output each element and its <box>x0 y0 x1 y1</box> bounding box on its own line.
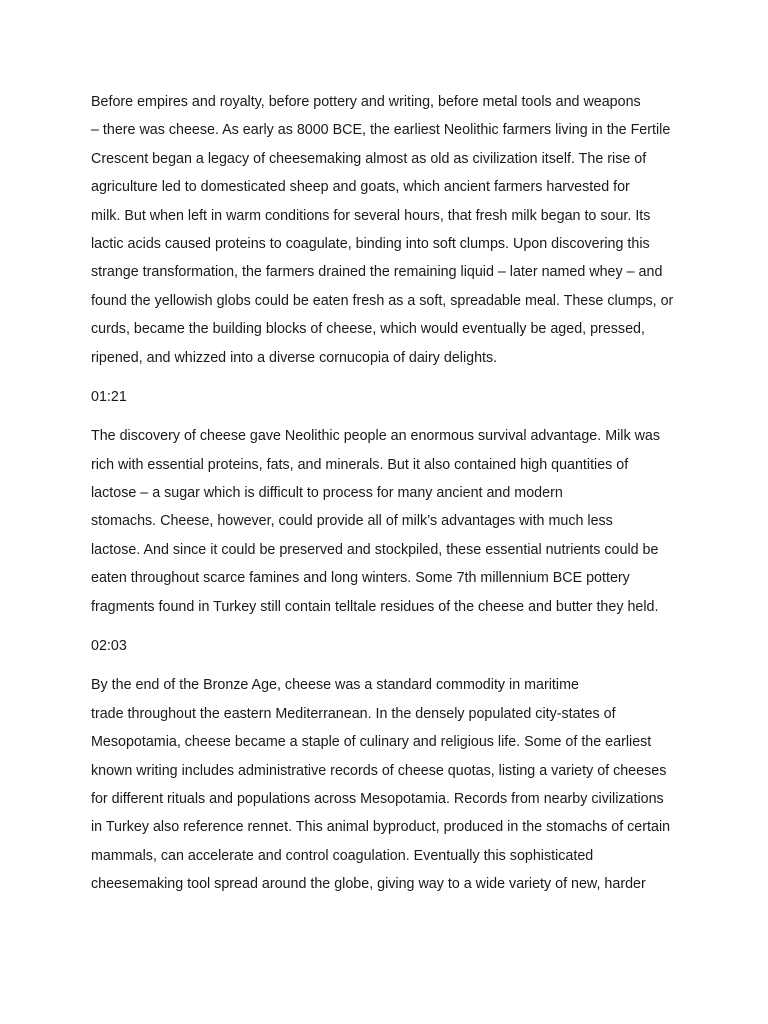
paragraph-line: milk. But when left in warm conditions for several hours, that fresh milk began to sour. Its <box>91 207 651 224</box>
paragraph-line: ripened, and whizzed into a diverse cornucopia of dairy delights. <box>91 349 498 366</box>
paragraph-line: eaten throughout scarce famines and long winters. Some 7th millennium BCE pottery <box>91 570 630 587</box>
timestamp: 01:21 <box>91 388 127 405</box>
paragraph-line: lactic acids caused proteins to coagulate, binding into soft clumps. Upon discovering this <box>91 235 650 252</box>
paragraph-line: Before empires and royalty, before pottery and writing, before metal tools and weapons <box>91 94 641 110</box>
paragraph-1 <box>91 88 681 372</box>
paragraph-line: rich with essential proteins, fats, and minerals. But it also contained high quantities of <box>91 456 629 473</box>
paragraph-line: fragments found in Turkey still contain telltale residues of the cheese and butter they held. <box>91 598 659 615</box>
paragraph-line: By the end of the Bronze Age, cheese was a standard commodity in maritime <box>91 677 579 694</box>
paragraph-line: stomachs. Cheese, however, could provide all of milk’s advantages with much less <box>91 513 613 530</box>
paragraph-line: The discovery of cheese gave Neolithic people an enormous survival advantage. Milk was <box>91 428 660 445</box>
paragraph-line: known writing includes administrative records of cheese quotas, listing a variety of cheeses <box>91 762 667 779</box>
paragraph-line: strange transformation, the farmers drained the remaining liquid – later named whey – and <box>91 264 663 281</box>
paragraph-line: agriculture led to domesticated sheep and goats, which ancient farmers harvested for <box>91 179 630 196</box>
paragraph-line: in Turkey also reference rennet. This animal byproduct, produced in the stomachs of certain <box>91 819 671 836</box>
paragraph-line: for different rituals and populations across Mesopotamia. Records from nearby civilizations <box>91 790 664 807</box>
timestamp: 02:03 <box>91 638 127 655</box>
paragraph-line: Crescent began a legacy of cheesemaking almost as old as civilization itself. The rise of <box>91 150 647 167</box>
paragraph-line: mammals, can accelerate and control coagulation. Eventually this sophisticated <box>91 847 594 864</box>
document-body <box>91 88 681 899</box>
paragraph-3 <box>91 671 681 898</box>
paragraph-line: lactose. And since it could be preserved and stockpiled, these essential nutrients could be <box>91 541 659 558</box>
paragraph-line: – there was cheese. As early as 8000 BCE, the earliest Neolithic farmers living in the Fertile <box>91 122 671 139</box>
paragraph-line: Mesopotamia, cheese became a staple of culinary and religious life. Some of the earliest <box>91 734 652 751</box>
paragraph-2 <box>91 422 681 621</box>
paragraph-line: trade throughout the eastern Mediterranean. In the densely populated city-states of <box>91 705 616 722</box>
paragraph-line: curds, became the building blocks of cheese, which would eventually be aged, pressed, <box>91 321 645 338</box>
paragraph-line: cheesemaking tool spread around the globe, giving way to a wide variety of new, harder <box>91 876 646 893</box>
paragraph-line: found the yellowish globs could be eaten fresh as a soft, spreadable meal. These clumps, or <box>91 292 674 309</box>
paragraph-line: lactose – a sugar which is difficult to process for many ancient and modern <box>91 485 563 502</box>
